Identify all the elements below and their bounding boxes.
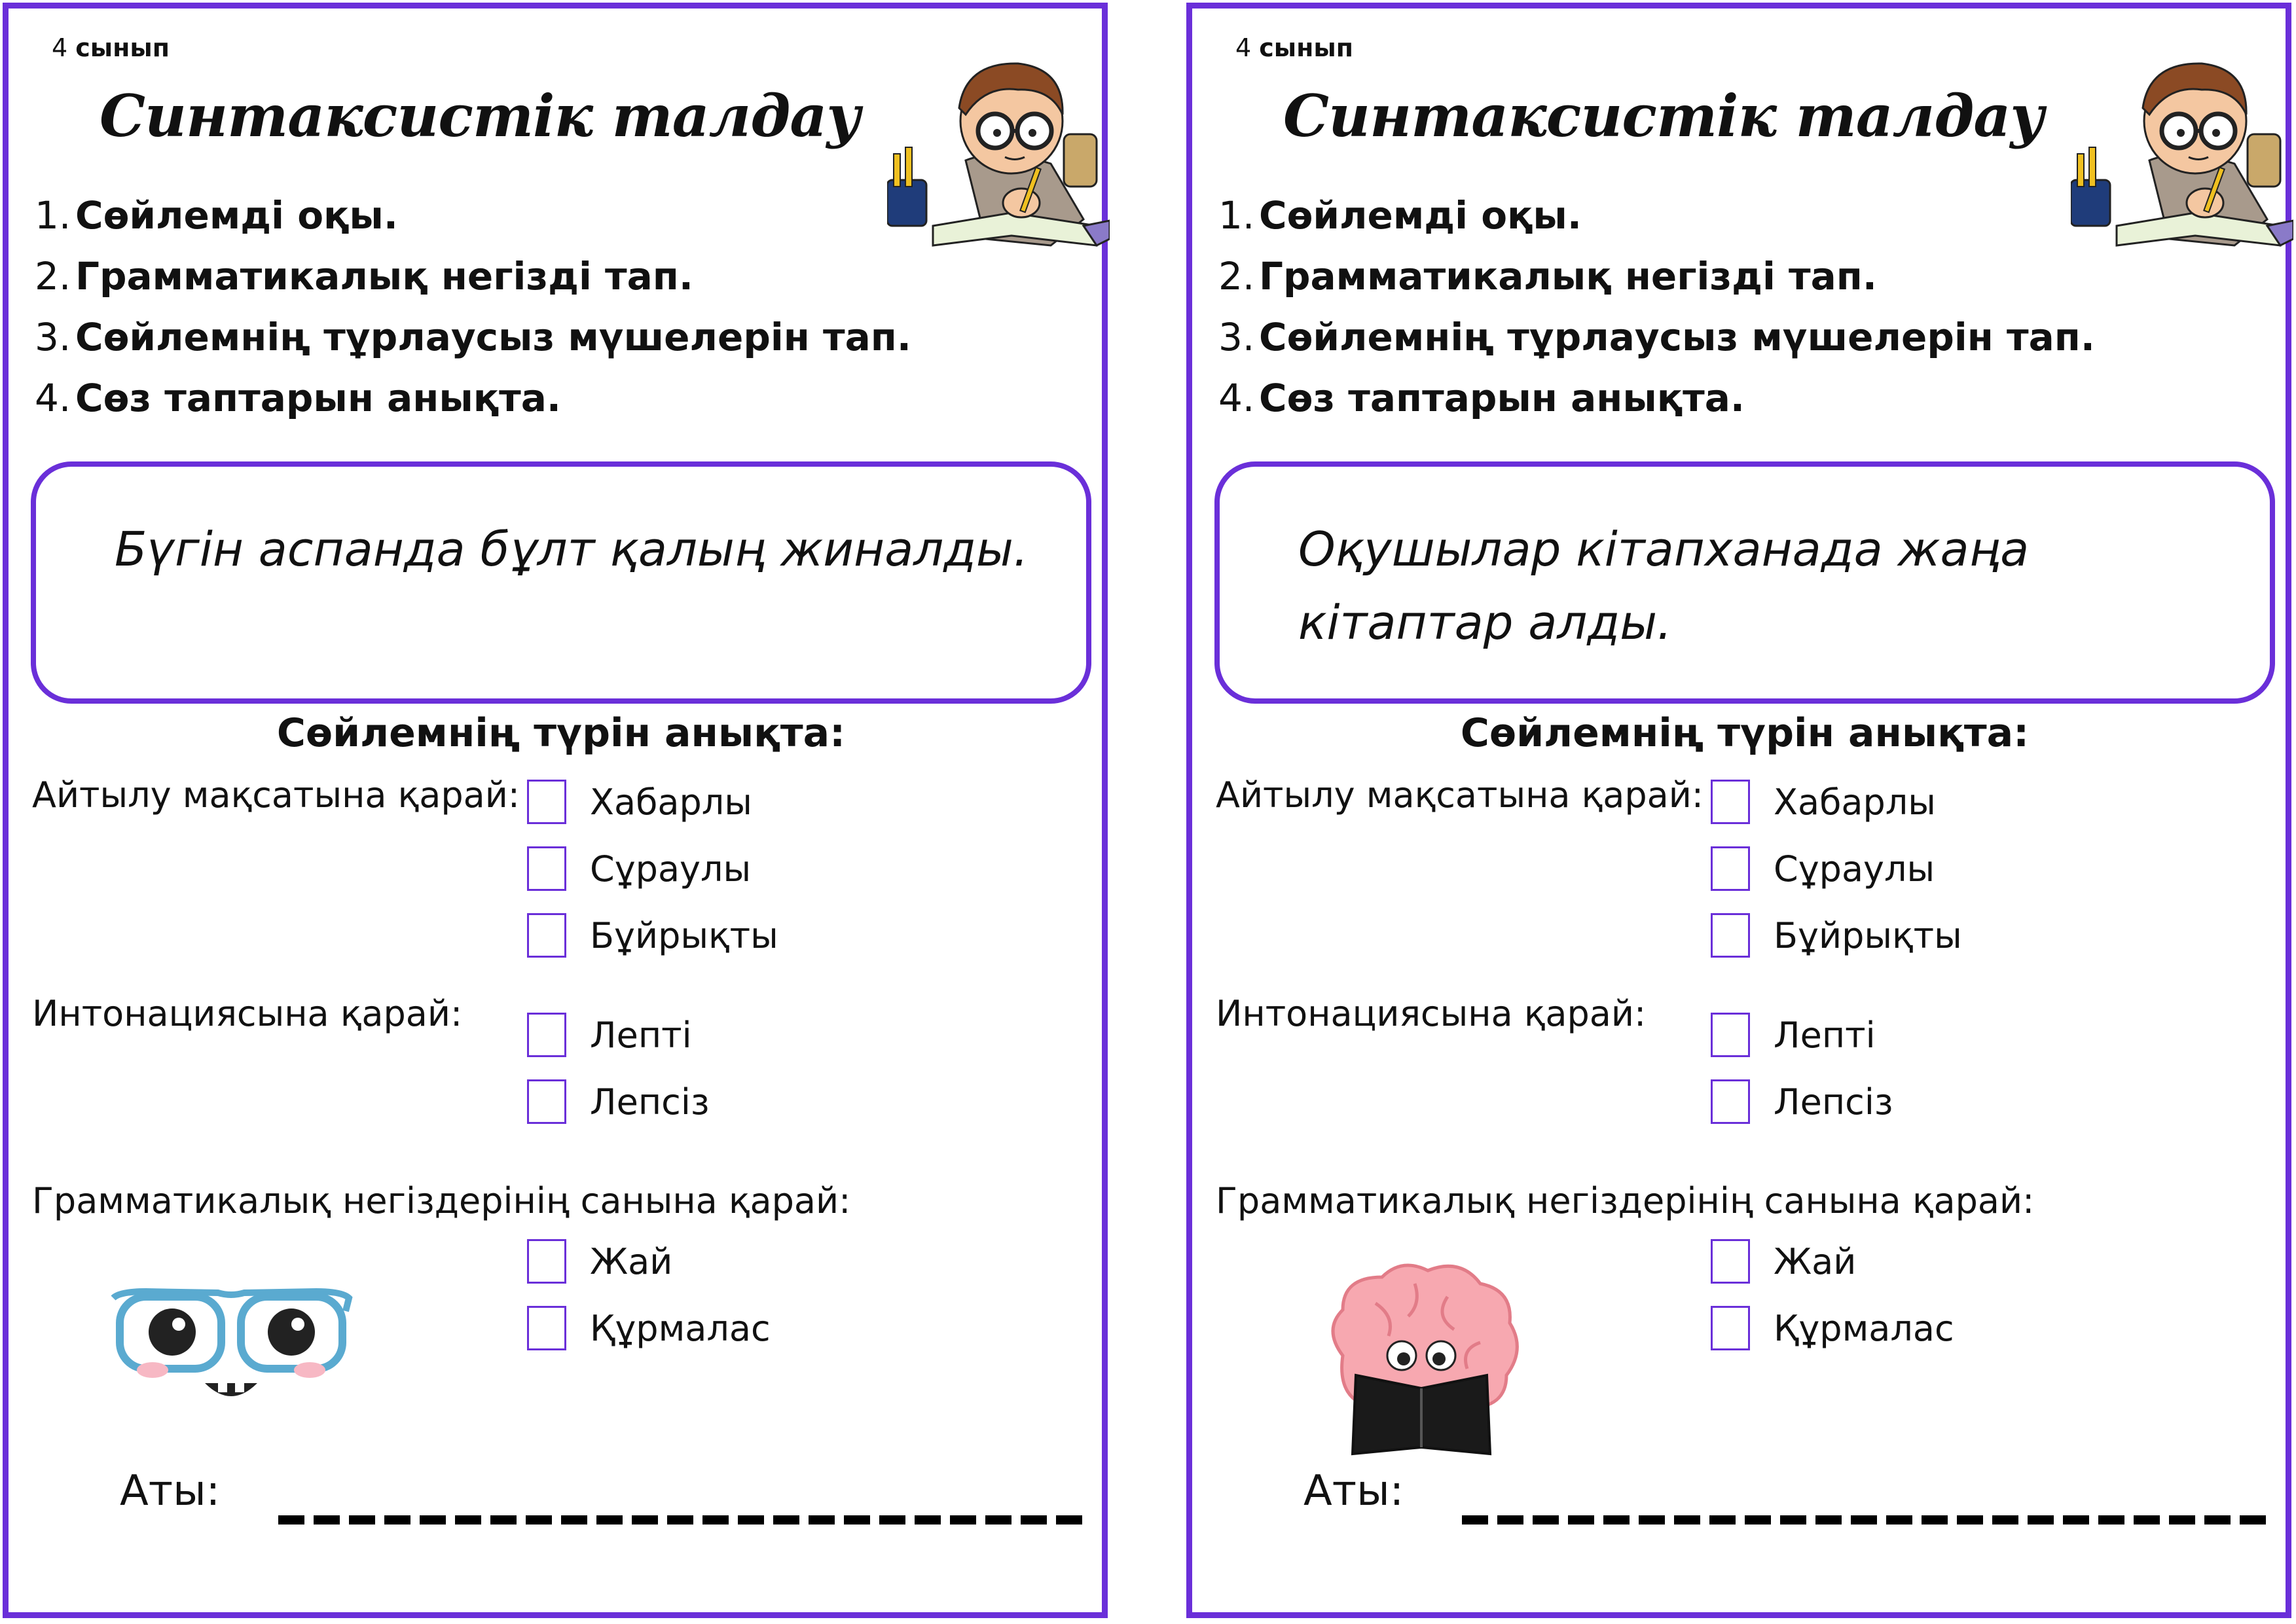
option-imperative[interactable]: Бұйрықты	[527, 912, 778, 959]
instruction-list	[35, 185, 911, 429]
name-label: Аты:	[1303, 1467, 1404, 1515]
grade-label: 4 сынып	[52, 33, 170, 62]
section-heading: Сөйлемнің түрін анықта:	[1460, 710, 2030, 756]
option-exclamatory[interactable]: Лепті	[1711, 1011, 1876, 1058]
worksheet-title: Синтаксистік талдау	[99, 82, 861, 150]
checkbox[interactable]	[527, 1239, 566, 1284]
instruction-item: 2. Грамматикалық негізді тап.	[35, 254, 693, 298]
option-informative[interactable]: Хабарлы	[1711, 778, 1936, 825]
grade-label: 4 сынып	[1235, 33, 1354, 62]
boy-studying-icon	[2071, 49, 2293, 274]
group-label-intonation: Интонациясына қарай:	[32, 993, 463, 1034]
sentence-box	[31, 461, 1091, 704]
checkbox[interactable]	[527, 913, 566, 958]
name-label: Аты:	[120, 1467, 221, 1515]
option-exclamatory[interactable]: Лепті	[527, 1011, 692, 1058]
checkbox[interactable]	[527, 1079, 566, 1124]
glasses-face-icon	[107, 1285, 355, 1416]
option-compound[interactable]: Құрмалас	[527, 1305, 771, 1352]
sentence-line: Оқушылар кітапханада жаңа	[1298, 522, 2030, 577]
instruction-item: 4. Сөз таптарын анықта.	[1218, 376, 1745, 420]
checkbox[interactable]	[527, 1013, 566, 1057]
option-interrogative[interactable]: Сұраулы	[527, 845, 751, 892]
checkbox[interactable]	[1711, 1306, 1750, 1350]
checkbox[interactable]	[1711, 1013, 1750, 1057]
group-label-purpose: Айтылу мақсатына қарай:	[1216, 774, 1704, 816]
example-sentence	[1298, 513, 2228, 659]
checkbox[interactable]	[1711, 1079, 1750, 1124]
group-label-intonation: Интонациясына қарай:	[1216, 993, 1647, 1034]
checkbox[interactable]	[1711, 1239, 1750, 1284]
instruction-item: 1. Сөйлемді оқы.	[1218, 193, 1582, 238]
name-input-line[interactable]	[1462, 1515, 2274, 1525]
example-sentence: Бүгін аспанда бұлт қалың жиналды.	[115, 522, 1029, 577]
instruction-item: 3. Сөйлемнің тұрлаусыз мүшелерін тап.	[35, 315, 911, 359]
boy-studying-icon	[887, 49, 1110, 274]
sentence-box	[1214, 461, 2275, 704]
checkbox[interactable]	[527, 1306, 566, 1350]
brain-reading-icon	[1317, 1257, 1526, 1460]
group-label-structure: Грамматикалық негіздерінің санына қарай:	[1216, 1180, 2035, 1221]
option-non-exclamatory[interactable]: Лепсіз	[527, 1078, 710, 1125]
worksheet-card-left	[3, 3, 1108, 1618]
instruction-item: 4. Сөз таптарын анықта.	[35, 376, 561, 420]
option-imperative[interactable]: Бұйрықты	[1711, 912, 1962, 959]
worksheet-title: Синтаксистік талдау	[1283, 82, 2045, 150]
checkbox[interactable]	[1711, 846, 1750, 891]
option-non-exclamatory[interactable]: Лепсіз	[1711, 1078, 1893, 1125]
group-label-structure: Грамматикалық негіздерінің санына қарай:	[32, 1180, 851, 1221]
option-simple[interactable]: Жай	[1711, 1238, 1856, 1285]
checkbox[interactable]	[527, 780, 566, 824]
checkbox[interactable]	[1711, 913, 1750, 958]
name-input-line[interactable]	[278, 1515, 1090, 1525]
instruction-list	[1218, 185, 2095, 429]
checkbox[interactable]	[527, 846, 566, 891]
option-simple[interactable]: Жай	[527, 1238, 672, 1285]
instruction-item: 2. Грамматикалық негізді тап.	[1218, 254, 1877, 298]
option-informative[interactable]: Хабарлы	[527, 778, 752, 825]
option-compound[interactable]: Құрмалас	[1711, 1305, 1954, 1352]
checkbox[interactable]	[1711, 780, 1750, 824]
group-label-purpose: Айтылу мақсатына қарай:	[32, 774, 520, 816]
option-interrogative[interactable]: Сұраулы	[1711, 845, 1935, 892]
section-heading: Сөйлемнің түрін анықта:	[276, 710, 846, 756]
sentence-line: кітаптар алды.	[1298, 595, 1672, 650]
instruction-item: 3. Сөйлемнің тұрлаусыз мүшелерін тап.	[1218, 315, 2095, 359]
instruction-item: 1. Сөйлемді оқы.	[35, 193, 398, 238]
worksheet-card-right	[1186, 3, 2291, 1618]
